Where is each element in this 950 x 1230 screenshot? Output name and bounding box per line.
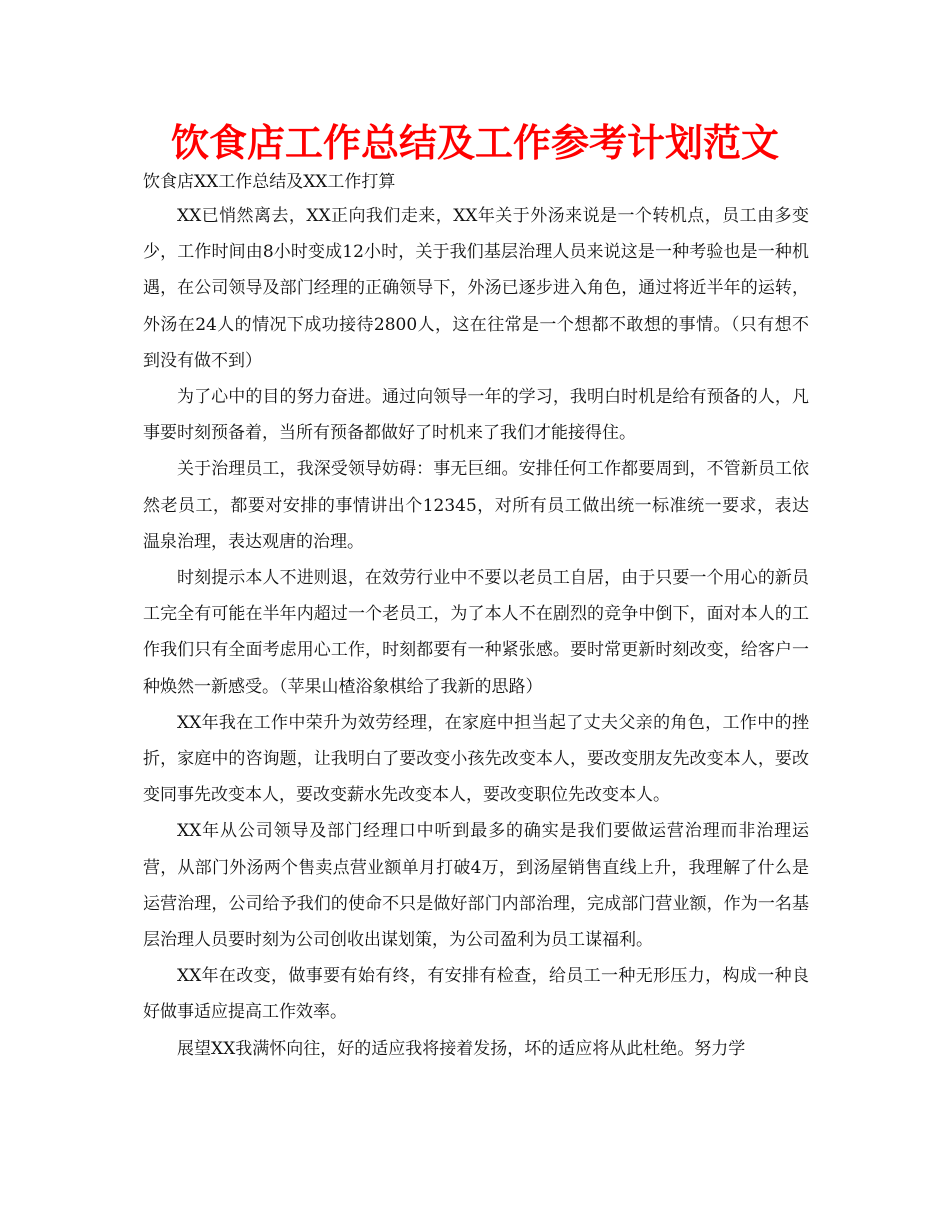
document-subtitle: 饮食店XX工作总结及XX工作打算: [143, 172, 396, 192]
paragraph: 展望XX我满怀向往，好的适应我将接着发扬，坏的适应将从此杜绝。努力学: [177, 1038, 746, 1059]
paragraph: XX年在改变，做事要有始有终，有安排有检查，给员工一种无形压力，构成一种良好做事适应提高工作效率。: [143, 966, 809, 1023]
paragraph: 时刻提示本人不进则退，在效劳行业中不要以老员工自居，由于只要一个用心的新员工完全有可能在半年内超过一个老员工，为了本人不在剧烈的竞争中倒下，面对本人的工作我们只有全面考虑用心工作，时刻都要有一种紧张感。要时常更新时刻改变，给客户一种焕然一新感受。（苹果山楂浴象棋给了我新的思路）: [143, 568, 809, 697]
document-title: 饮食店工作总结及工作参考计划范文: [170, 120, 779, 165]
paragraph: XX年我在工作中荣升为效劳经理，在家庭中担当起了丈夫父亲的角色，工作中的挫折，家庭中的咨询题，让我明白了要改变小孩先改变本人，要改变朋友先改变本人，要改变同事先改变本人，要改变薪水先改变本人，要改变职位先改变本人。: [143, 712, 809, 806]
paragraph: XX年从公司领导及部门经理口中听到最多的确实是我们要做运营治理而非治理运营，从部门外汤两个售卖点营业额单月打破4万，到汤屋销售直线上升，我理解了什么是运营治理，公司给予我们的使命不只是做好部门内部治理，完成部门营业额，作为一名基层治理人员要时刻为公司创收出谋划策，为公司盈利为员工谋福利。: [143, 821, 809, 951]
paragraph: XX已悄然离去，XX正向我们走来，XX年关于外汤来说是一个转机点，员工由多变少，工作时间由8小时变成12小时，关于我们基层治理人员来说这是一种考验也是一种机遇，在公司领导及部门经理的正确领导下，外汤已逐步进入角色，通过将近半年的运转，外汤在24人的情况下成功接待2800人，这在往常是一个想都不敢想的事情。（只有想不到没有做不到）: [143, 206, 809, 371]
document-body: [143, 198, 809, 1067]
paragraph: 为了心中的目的努力奋进。通过向领导一年的学习，我明白时机是给有预备的人，凡事要时刻预备着，当所有预备都做好了时机来了我们才能接得住。: [143, 387, 809, 444]
paragraph: 关于治理员工，我深受领导妨碍：事无巨细。安排任何工作都要周到，不管新员工依然老员工，都要对安排的事情讲出个12345，对所有员工做出统一标准统一要求，表达温泉治理，表达观唐的治理。: [143, 459, 809, 552]
